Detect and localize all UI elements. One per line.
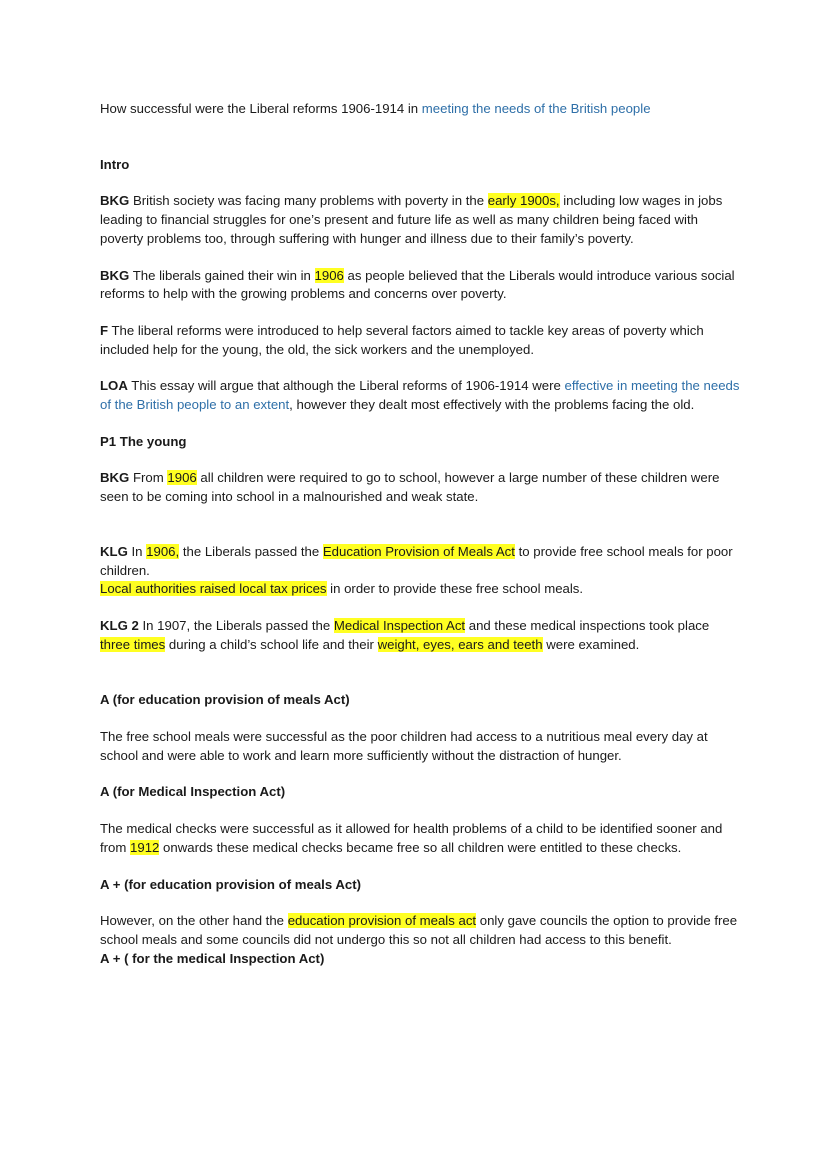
highlight: Local authorities raised local tax prices	[100, 581, 327, 597]
text: In	[127, 543, 147, 559]
highlight: 1906,	[146, 543, 180, 559]
essay-title	[100, 100, 740, 119]
text: From	[129, 470, 168, 486]
a2-heading: A (for Medical Inspection Act)	[100, 784, 286, 800]
text: and these medical inspections took place	[465, 617, 710, 633]
paragraph-a1: The free school meals were successful as the poor children had access to a nutritious meal every day at school and were able to work and learn more sufficiently without the distraction of hunger.	[100, 729, 708, 763]
text: were examined.	[542, 636, 640, 652]
paragraph-a2	[100, 820, 740, 857]
highlight: three times	[100, 636, 166, 652]
blue-text: effective in meeting the needs of the British people to an extent	[100, 378, 740, 413]
intro-heading: Intro	[100, 156, 130, 172]
text: to provide free school meals for poor children.	[100, 543, 733, 578]
paragraph-bkg-1	[100, 192, 740, 248]
tag-bkg: BKG	[100, 470, 130, 486]
text: during a child’s school life and their	[165, 636, 378, 652]
highlight: Education Provision of Meals Act	[322, 543, 515, 559]
text: In 1907, the Liberals passed the	[138, 617, 334, 633]
p1-heading: P1 The young	[100, 433, 187, 449]
text: including low wages in jobs leading to financial struggles for one’s present and future life as well as many children being faced with poverty problems too, through suffering with hunger and illness due to their family’s poverty.	[100, 193, 723, 246]
paragraph-bkg-3	[100, 469, 740, 506]
text: British society was facing many problems with poverty in the	[129, 193, 488, 209]
text: only gave councils the option to provide free school meals and some councils did not undergo this so not all children had access to this benefit.	[100, 913, 738, 947]
text: , however they dealt most effectively with the problems facing the old.	[289, 397, 695, 413]
text: This essay will argue that although the Liberal reforms of 1906-1914 were	[127, 378, 565, 394]
text: all children were required to go to school, however a large number of these children were seen to be coming into school in a malnourished and weak state.	[100, 470, 720, 505]
tag-bkg: BKG	[100, 267, 130, 283]
highlight: weight, eyes, ears and teeth	[377, 636, 543, 652]
title-prefix: How successful were the Liberal reforms 1906-1914 in	[100, 101, 422, 116]
text: in order to provide these free school meals.	[326, 581, 584, 597]
tag-f: F	[100, 322, 109, 338]
a4-heading: A + ( for the medical Inspection Act)	[100, 950, 325, 966]
text: onwards these medical checks became free so all children were entitled to these checks.	[159, 839, 682, 855]
highlight: Medical Inspection Act	[333, 617, 466, 633]
text: The liberal reforms were introduced to help several factors aimed to tackle key areas of poverty which included help for the young, the old, the sick workers and the unemployed.	[100, 322, 704, 357]
tag-loa: LOA	[100, 378, 128, 394]
a1-heading: A (for education provision of meals Act)	[100, 692, 350, 708]
highlight: 1912	[130, 839, 160, 855]
text: as people believed that the Liberals would introduce various social reforms to help with the growing problems and concerns over poverty.	[100, 267, 735, 302]
highlight: education provision of meals act	[287, 913, 477, 929]
paragraph-bkg-2	[100, 267, 740, 304]
tag-bkg: BKG	[100, 193, 130, 209]
paragraph-klg-2	[100, 617, 740, 654]
text: However, on the other hand the	[100, 913, 288, 929]
highlight: 1906	[314, 267, 344, 283]
paragraph-a3	[100, 912, 740, 949]
tag-klg-2: KLG 2	[100, 617, 139, 633]
highlight: early 1900s,	[487, 193, 560, 209]
document-page	[100, 100, 740, 968]
text: The liberals gained their win in	[129, 267, 315, 283]
paragraph-f	[100, 322, 740, 359]
a3-heading: A + (for education provision of meals Act)	[100, 876, 361, 892]
tag-klg: KLG	[100, 543, 128, 559]
title-link-text: meeting the needs of the British people	[421, 101, 651, 116]
paragraph-klg-1	[100, 543, 740, 599]
text: the Liberals passed the	[179, 543, 323, 559]
text: The medical checks were successful as it allowed for health problems of a child to be identified sooner and from	[100, 821, 723, 855]
paragraph-loa	[100, 377, 740, 414]
highlight: 1906	[167, 470, 197, 486]
